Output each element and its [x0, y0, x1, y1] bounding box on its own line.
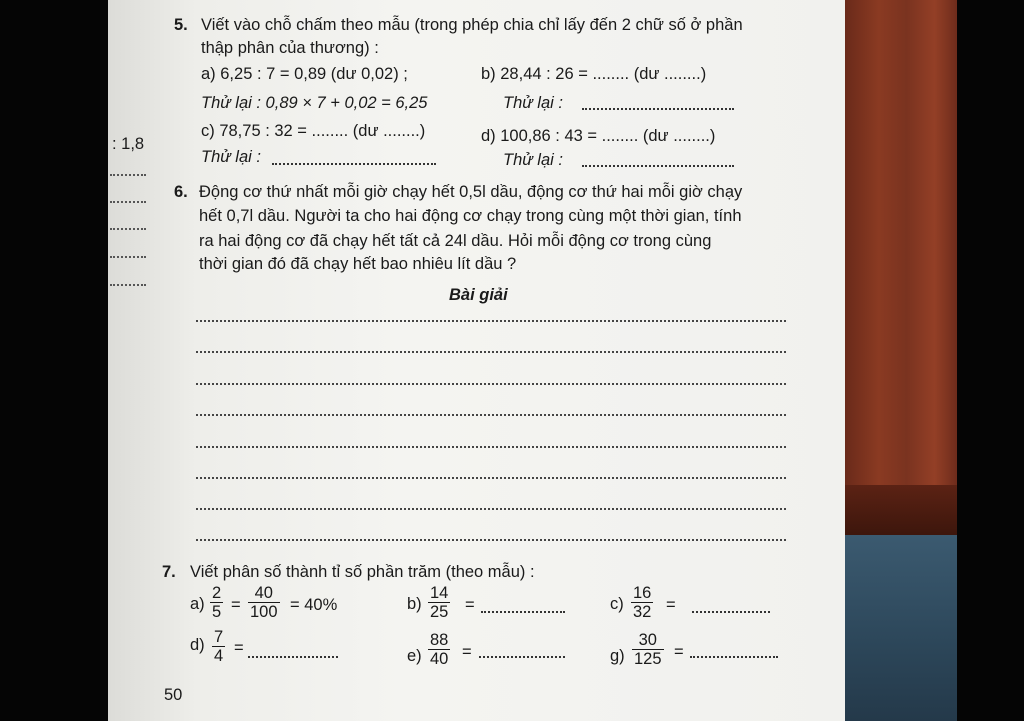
exercise-5d: d) 100,86 : 43 = ........ (dư ........)	[481, 127, 716, 145]
solution-heading: Bài giải	[449, 286, 508, 304]
numerator: 16	[633, 584, 652, 602]
exercise-5c-check-answer-line[interactable]	[272, 163, 436, 165]
solution-answer-line[interactable]	[196, 446, 786, 448]
equals-sign: =	[234, 639, 244, 657]
dark-background-left	[0, 0, 108, 721]
margin-dotted-line	[110, 201, 146, 203]
solution-answer-line[interactable]	[196, 320, 786, 322]
fraction-2-5	[210, 584, 223, 621]
exercise-6-line2: hết 0,7l dầu. Người ta cho hai động cơ chạy trong cùng một thời gian, tính	[199, 207, 742, 225]
margin-note: : 1,8	[112, 135, 145, 153]
exercise-7b-label: b)	[407, 595, 422, 613]
margin-dotted-line	[110, 284, 146, 286]
exercise-7a-label: a)	[190, 595, 205, 613]
fraction-16-32	[631, 584, 653, 621]
solution-answer-line[interactable]	[196, 477, 786, 479]
exercise-7d-label: d)	[190, 636, 205, 654]
exercise-5b-check-answer-line[interactable]	[582, 108, 734, 110]
exercise-7c-answer-line[interactable]	[692, 611, 770, 613]
exercise-7a-result: = 40%	[290, 596, 338, 614]
exercise-6-number: 6.	[174, 183, 188, 201]
equals-sign: =	[465, 596, 475, 614]
denominator: 4	[214, 647, 224, 665]
exercise-6-line1: Động cơ thứ nhất mỗi giờ chạy hết 0,5l dầu, động cơ thứ hai mỗi giờ chạy	[199, 183, 743, 201]
equals-sign: =	[462, 643, 472, 661]
solution-answer-line[interactable]	[196, 351, 786, 353]
solution-answer-line[interactable]	[196, 383, 786, 385]
exercise-5-number: 5.	[174, 16, 188, 34]
page-number: 50	[164, 686, 183, 704]
exercise-5b-check-label: Thử lại :	[503, 94, 563, 112]
exercise-5d-check-label: Thử lại :	[503, 151, 563, 169]
exercise-6-line3: ra hai động cơ đã chạy hết tất cả 24l dầu. Hỏi mỗi động cơ trong cùng	[199, 232, 712, 250]
floor-background	[845, 535, 957, 721]
denominator: 125	[634, 650, 662, 668]
exercise-7d-answer-line[interactable]	[248, 656, 338, 658]
numerator: 88	[430, 631, 449, 649]
margin-dotted-line	[110, 228, 146, 230]
denominator: 25	[430, 603, 449, 621]
exercise-7e-label: e)	[407, 647, 422, 665]
exercise-7g-label: g)	[610, 647, 625, 665]
exercise-7-number: 7.	[162, 563, 176, 581]
numerator: 30	[638, 631, 657, 649]
exercise-6-line4: thời gian đó đã chạy hết bao nhiêu lít dầu ?	[199, 255, 517, 273]
exercise-7b-answer-line[interactable]	[481, 611, 565, 613]
fraction-7-4	[212, 628, 225, 665]
equals-sign: =	[231, 596, 241, 614]
wooden-table-surface	[845, 0, 957, 535]
equals-sign: =	[674, 643, 684, 661]
solution-answer-line[interactable]	[196, 539, 786, 541]
exercise-5-prompt-line1: Viết vào chỗ chấm theo mẫu (trong phép chia chỉ lấy đến 2 chữ số ở phần	[201, 16, 743, 34]
exercise-5d-check-answer-line[interactable]	[582, 165, 734, 167]
numerator: 7	[214, 628, 224, 646]
wooden-table-edge	[845, 485, 957, 535]
fraction-30-125	[632, 631, 664, 668]
exercise-5b: b) 28,44 : 26 = ........ (dư ........)	[481, 65, 707, 83]
solution-answer-line[interactable]	[196, 508, 786, 510]
denominator: 40	[430, 650, 449, 668]
numerator: 40	[254, 584, 273, 602]
exercise-7g-answer-line[interactable]	[690, 656, 778, 658]
exercise-5c-check-label: Thử lại :	[201, 148, 261, 166]
denominator: 32	[633, 603, 652, 621]
fraction-14-25	[428, 584, 450, 621]
fraction-88-40	[428, 631, 450, 668]
numerator: 14	[430, 584, 449, 602]
fraction-40-100	[248, 584, 280, 621]
exercise-5-prompt-line2: thập phân của thương) :	[201, 39, 379, 57]
numerator: 2	[212, 584, 222, 602]
exercise-7e-answer-line[interactable]	[479, 656, 565, 658]
solution-answer-line[interactable]	[196, 414, 786, 416]
exercise-5a-check: Thử lại : 0,89 × 7 + 0,02 = 6,25	[201, 94, 428, 112]
margin-dotted-line	[110, 174, 146, 176]
exercise-7-prompt: Viết phân số thành tỉ số phần trăm (theo mẫu) :	[190, 563, 535, 581]
denominator: 100	[250, 603, 278, 621]
dark-background-right	[957, 0, 1024, 721]
margin-dotted-line	[110, 256, 146, 258]
exercise-7c-label: c)	[610, 595, 624, 613]
denominator: 5	[212, 603, 222, 621]
exercise-5a: a) 6,25 : 7 = 0,89 (dư 0,02) ;	[201, 65, 408, 83]
exercise-5c: c) 78,75 : 32 = ........ (dư ........)	[201, 122, 426, 140]
equals-sign: =	[666, 596, 676, 614]
